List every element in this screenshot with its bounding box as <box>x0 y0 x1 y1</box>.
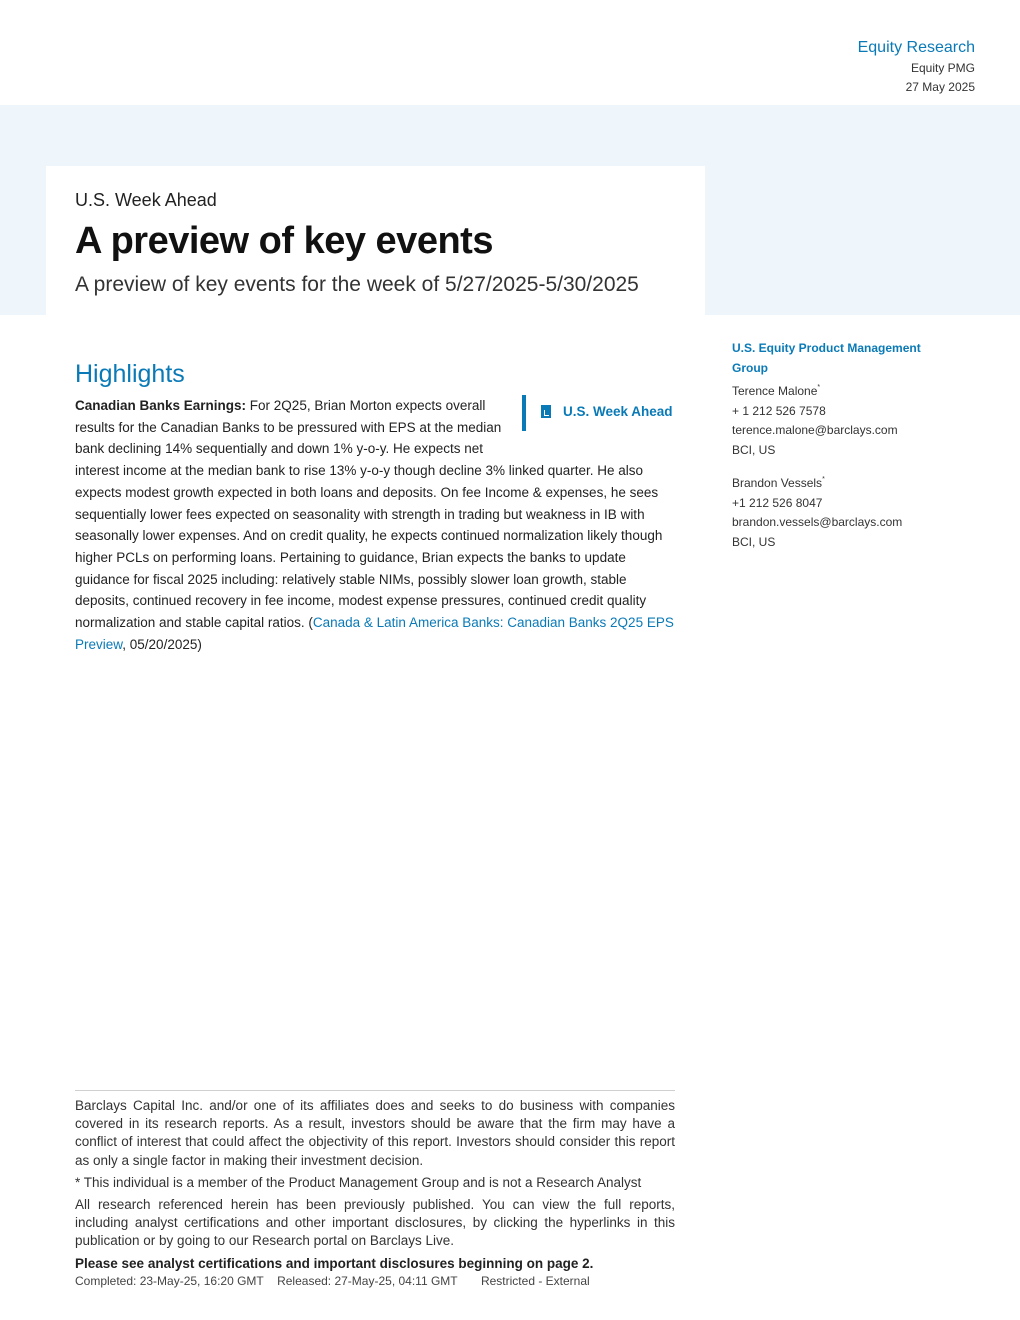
completed-timestamp: Completed: 23-May-25, 16:20 GMT <box>75 1273 264 1288</box>
series-kicker: U.S. Week Ahead <box>75 190 217 210</box>
highlight-text: For 2Q25, Brian Morton expects overall results for the Canadian Banks to be pressured with EPS at the median bank declining 14% sequentially and down 1% y-o-y. He expects net interest income at the median bank to rise 13% y-o-y though decline 3% linked quarter. He also expects modest growth expected in both loans and deposits. On fee Income & expenses, he sees sequentially lower fees expected on seasonality with strength in trading but weakness in IB with seasonally lower expenses. And on credit quality, he expects continued normalization likely though higher PCLs on performing loans. Pertaining to guidance, Brian expects the banks to update guidance for fiscal 2025 including: relatively stable NIMs, possibly slower loan growth, stable deposits, continued recovery in fee income, modest expense pressures, continued credit quality normalization and stable capital ratios. ( <box>75 398 663 631</box>
published-note: All research referenced herein has been previously published. You can view the full reports, including analyst certifications and other important disclosures, by clicking the hyperlinks in this publication or by going to our Research portal on Barclays Live. <box>75 1197 675 1249</box>
analyst-phone: + 1 212 526 7578 <box>732 403 826 418</box>
restriction-label: Restricted - External <box>480 1273 590 1288</box>
report-date: 27 May 2025 <box>905 80 975 94</box>
highlights-body <box>75 395 675 655</box>
analyst-name: Brandon Vessels* <box>732 476 825 490</box>
source-report-link[interactable]: Canada & Latin America Banks: Canadian Banks 2Q25 EPS Preview <box>75 615 674 652</box>
related-report-link[interactable] <box>522 395 752 431</box>
analyst-email[interactable]: terence.malone@barclays.com <box>732 423 898 437</box>
release-meta <box>75 1273 675 1290</box>
page-subtitle: A preview of key events for the week of 5/27/2025-5/30/2025 <box>75 273 639 296</box>
document-icon <box>541 405 551 418</box>
analyst-entity: BCI, US <box>732 534 776 549</box>
highlights-heading: Highlights <box>75 360 185 388</box>
analyst-email[interactable]: brandon.vessels@barclays.com <box>732 515 903 529</box>
title-block <box>46 166 705 316</box>
analyst-entity: BCI, US <box>732 442 776 457</box>
page-title: A preview of key events <box>75 220 493 262</box>
group-name: U.S. Equity Product Management Group <box>732 341 921 375</box>
highlight-lead: Canadian Banks Earnings: <box>75 398 247 413</box>
released-timestamp: Released: 27-May-25, 04:11 GMT <box>277 1273 458 1288</box>
related-report-label[interactable]: U.S. Week Ahead <box>563 404 673 419</box>
equity-research-label: Equity Research <box>857 39 975 56</box>
report-header <box>858 37 975 97</box>
disclosure-footer <box>75 1090 675 1290</box>
main-content <box>75 356 675 655</box>
analyst-phone: +1 212 526 8047 <box>732 495 823 510</box>
analyst-sidebar <box>732 339 952 552</box>
department-label: Equity PMG <box>910 61 975 75</box>
certifications-note: Please see analyst certifications and important disclosures beginning on page 2. <box>75 1255 594 1271</box>
source-report-date: , 05/20/2025) <box>122 636 202 652</box>
analyst-name: Terence Malone* <box>732 384 821 398</box>
pmg-note: * This individual is a member of the Product Management Group and is not a Research Analyst <box>75 1174 642 1190</box>
analyst-card <box>732 378 952 460</box>
conflict-disclaimer: Barclays Capital Inc. and/or one of its affiliates does and seeks to do business with companies covered in its research reports. As a result, investors should be aware that the firm may have a conflict of interest that could affect the objectivity of this report. Investors should consider this report as only a single factor in making their investment decision. <box>75 1098 675 1168</box>
analyst-card <box>732 470 952 552</box>
